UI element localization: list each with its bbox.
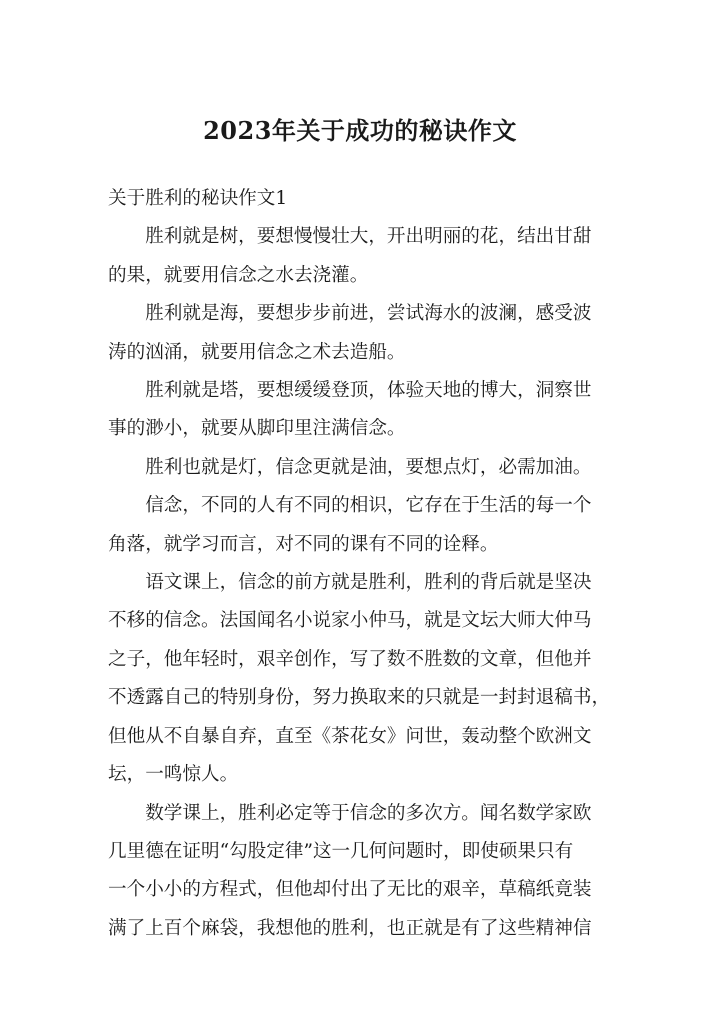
paragraph-line: 满了上百个麻袋，我想他的胜利，也正就是有了这些精神信 [108,917,592,939]
paragraph-1 [108,218,614,295]
paragraph-line: 坛，一鸣惊人。 [108,764,239,786]
section-heading-text: 关于胜利的秘诀作文1 [108,188,288,209]
paragraph-line: 几里德在证明“勾股定律”这一几何问题时，即使硕果只有 [108,840,574,862]
paragraph-line: 但他从不自暴自弃，直至《茶花女》问世，轰动整个欧洲文 [108,725,592,747]
paragraph-5 [108,487,614,564]
paragraph-line: 语文课上，信念的前方就是胜利，胜利的背后就是坚决 [145,572,592,594]
paragraph-line: 胜利就是海，要想步步前进，尝试海水的波澜，感受波 [145,303,592,325]
paragraph-line: 不移的信念。法国闻名小说家小仲马，就是文坛大师大仲马 [108,610,592,632]
paragraph-2 [108,295,614,372]
paragraph-line: 涛的汹涌，就要用信念之术去造船。 [108,341,406,363]
paragraph-line: 信念，不同的人有不同的相识，它存在于生活的每一个 [145,495,592,517]
document-title: 2023年关于成功的秘诀作文 [203,116,517,145]
paragraph-line: 事的渺小，就要从脚印里注满信念。 [108,418,406,440]
paragraph-line: 的果，就要用信念之水去浇灌。 [108,264,369,286]
document-body [108,180,614,948]
paragraph-line: 胜利也就是灯，信念更就是油，要想点灯，必需加油。 [145,456,592,478]
paragraph-3 [108,372,614,449]
paragraph-line: 不透露自己的特别身份，努力换取来的只就是一封封退稿书， [108,687,611,709]
paragraph-line: 一个小小的方程式，但他却付出了无比的艰辛，草稿纸竟装 [108,879,592,901]
paragraph-7 [108,795,614,949]
paragraph-line: 胜利就是树，要想慢慢壮大，开出明丽的花，结出甘甜 [145,226,592,248]
paragraph-4 [108,449,614,487]
paragraph-line: 数学课上，胜利必定等于信念的多次方。闻名数学家欧 [145,802,592,824]
paragraph-line: 胜利就是塔，要想缓缓登顶，体验天地的博大，洞察世 [145,380,592,402]
paragraph-line: 之子，他年轻时，艰辛创作，写了数不胜数的文章，但他并 [108,648,592,670]
paragraph-6 [108,564,614,794]
section-heading [108,180,614,218]
paragraph-line: 角落，就学习而言，对不同的课有不同的诠释。 [108,533,499,555]
